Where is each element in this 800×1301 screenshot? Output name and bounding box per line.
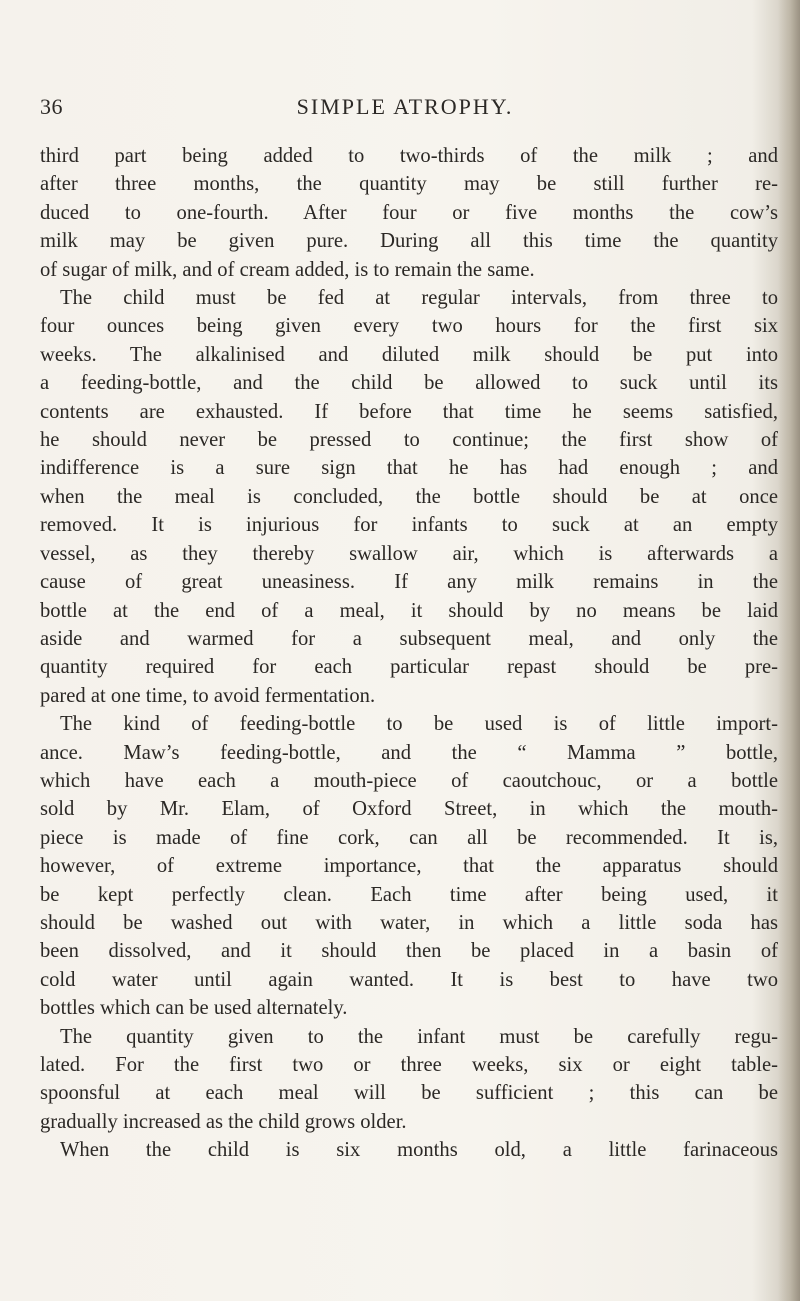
page-edge-shadow (778, 0, 800, 1301)
text-line: piece is made of fine cork, can all be recommended. It is, (40, 826, 778, 849)
text-line: removed. It is injurious for infants to suck at an empty (40, 514, 778, 537)
text-line: The quantity given to the infant must be carefully regu- (60, 1025, 778, 1048)
text-line: cold water until again wanted. It is best to have two (40, 968, 778, 991)
text-line: gradually increased as the child grows older. (40, 1110, 407, 1133)
text-line: pared at one time, to avoid fermentation. (40, 684, 376, 707)
text-line: milk may be given pure. During all this time the quantity (40, 230, 778, 253)
text-line: after three months, the quantity may be still further re- (40, 173, 778, 196)
text-line: a feeding-bottle, and the child be allowed to suck until its (40, 372, 778, 395)
page-number: 36 (40, 94, 63, 119)
text-line: be kept perfectly clean. Each time after being used, it (40, 883, 778, 906)
text-line: contents are exhausted. If before that time he seems satisfied, (40, 400, 778, 423)
text-line: quantity required for each particular repast should be pre- (40, 656, 778, 679)
text-line: aside and warmed for a subsequent meal, and only the (40, 627, 778, 650)
text-line: duced to one-fourth. After four or five months the cow’s (40, 201, 778, 224)
body-text (40, 142, 778, 1165)
text-line: sold by Mr. Elam, of Oxford Street, in which the mouth- (40, 798, 778, 821)
text-line: should be washed out with water, in which a little soda has (40, 911, 778, 934)
text-line: The kind of feeding-bottle to be used is of little import- (60, 713, 778, 736)
text-line: bottles which can be used alternately. (40, 997, 348, 1020)
text-line: been dissolved, and it should then be placed in a basin of (40, 940, 778, 963)
text-line: which have each a mouth-piece of caoutchouc, or a bottle (40, 769, 778, 792)
page-header (0, 94, 800, 134)
text-line: indifference is a sure sign that he has had enough ; and (40, 457, 778, 480)
text-line: third part being added to two-thirds of the milk ; and (40, 145, 778, 167)
text-line: bottle at the end of a meal, it should by no means be laid (40, 599, 778, 622)
running-title: SIMPLE ATROPHY. (296, 94, 514, 119)
text-line: When the child is six months old, a little farinaceous (60, 1139, 778, 1162)
text-line: he should never be pressed to continue; the first show of (40, 429, 778, 452)
text-line: four ounces being given every two hours for the first six (40, 315, 778, 338)
text-line: vessel, as they thereby swallow air, which is afterwards a (40, 542, 778, 565)
text-line: of sugar of milk, and of cream added, is to remain the same. (40, 258, 535, 281)
text-line: weeks. The alkalinised and diluted milk should be put into (40, 343, 778, 366)
text-line: spoonsful at each meal will be sufficient ; this can be (40, 1082, 778, 1105)
text-line: however, of extreme importance, that the apparatus should (40, 855, 778, 878)
text-line: when the meal is concluded, the bottle should be at once (40, 485, 778, 508)
text-line: The child must be fed at regular intervals, from three to (60, 287, 778, 310)
text-line: ance. Maw’s feeding-bottle, and the “ Mamma ” bottle, (40, 741, 778, 764)
text-line: cause of great uneasiness. If any milk remains in the (40, 571, 778, 594)
text-line: lated. For the first two or three weeks, six or eight table- (40, 1054, 778, 1076)
